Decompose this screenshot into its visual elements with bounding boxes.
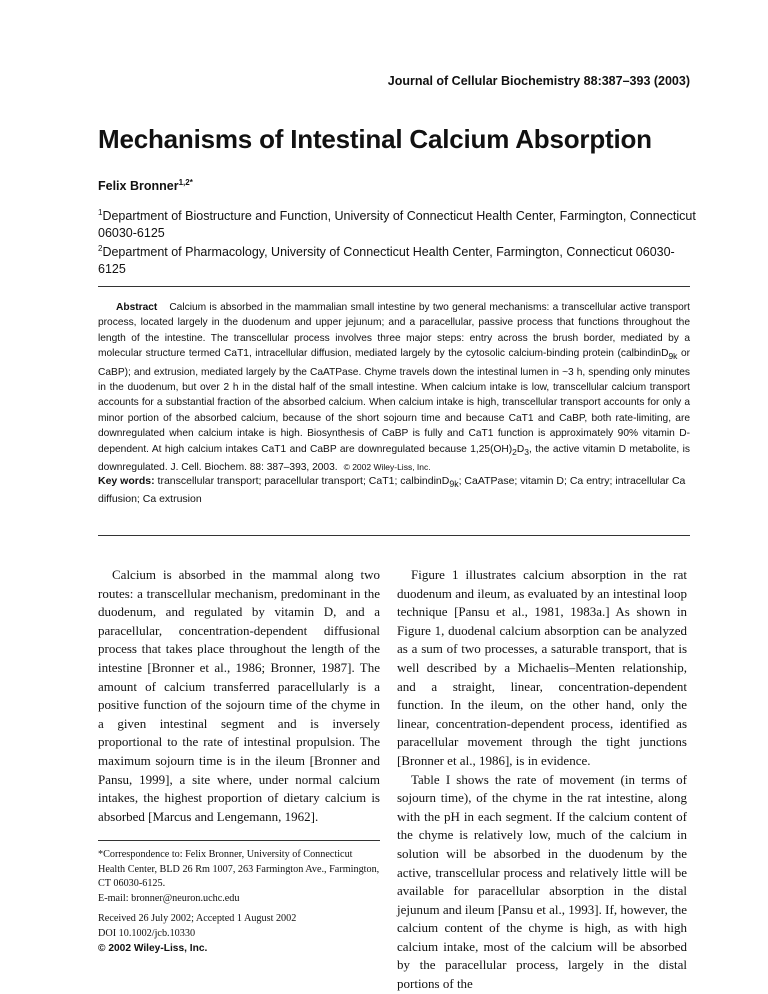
abstract-subscript: 2: [512, 446, 517, 457]
keywords: [98, 474, 690, 507]
affiliation-1: [98, 204, 698, 242]
author-name: Felix Bronner: [98, 179, 179, 194]
body-column-right: [397, 566, 687, 994]
affiliation-2: [98, 240, 698, 278]
received-note: Received 26 July 2002; Accepted 1 August 2002: [98, 913, 297, 925]
affiliation-text: Department of Pharmacology, University of Connecticut Health Center, Farmington, Connecticut 06030-6125: [98, 245, 675, 277]
email-note: E-mail: bronner@neuron.uchc.edu: [98, 892, 240, 904]
author-affiliation-marks: 1,2*: [178, 178, 193, 187]
abstract-subscript: 9k: [668, 351, 678, 362]
abstract-text: Calcium is absorbed in the mammalian small intestine by two general mechanisms: a transcellular active transport process, located largely in the duodenum and upper jejunum; and a paracellular, passive process that functions throughout the length of the intestine. The transcellular process involves three major steps: entry across the brush border, mediated by a molecular structure termed CaT1, intracellular diffusion, mediated largely by the cytosolic calcium-binding protein (calbindinD: [98, 302, 690, 360]
keywords-text: transcellular transport; paracellular transport; CaT1; calbindinD: [157, 475, 450, 487]
affiliation-text: Department of Biostructure and Function, University of Connecticut Health Center, Farmington, Connecticut 06030-6125: [98, 209, 696, 241]
body-column-left: [98, 566, 380, 826]
body-paragraph: Figure 1 illustrates calcium absorption in the rat duodenum and ileum, as evaluated by an intestinal loop technique [Pansu et al., 1981, 1983a.] As shown in Figure 1, duodenal calcium absorption can be analyzed as a sum of two processes, a saturable transport, that is well described by a Michaelis–Menten relationship, and a straight, linear, concentration-dependent function. In the ileum, on the other hand, only the linear, concentration-dependent process, identified as paracellular movement through the tight junctions [Bronner et al., 1986], is in evidence.: [397, 567, 687, 768]
body-paragraph: Table I shows the rate of movement (in terms of sojourn time), of the chyme in the rat intestine, along with the pH in each segment. If the calcium content of the chyme is relatively low, much of the calcium in solution will be absorbed in the duodenum by the active, transcellular process and relatively little will be available for paracellular absorption in the distal jejunum and ileum [Pansu et al., 1993]. If, however, the calcium content of the chyme is high, as with high calcium intake, most of the calcium will be absorbed by the paracellular process, largely in the distal portions of the: [397, 771, 687, 992]
keywords-label: Key words:: [98, 475, 155, 487]
affiliation-number: 2: [98, 244, 103, 253]
body-paragraph: Calcium is absorbed in the mammal along two routes: a transcellular mechanism, predominant in the duodenum, and regulated by vitamin D, and a paracellular, concentration-dependent diffusional process that takes place throughout the length of the intestine [Bronner et al., 1986; Bronner, 1987]. The amount of calcium transferred paracellularly is a positive function of the sojourn time of the chyme in a given intestinal segment and is inversely proportional to the rate of intestinal propulsion. The maximum sojourn time is in the ileum [Bronner and Pansu, 1999], a site where, under normal calcium intakes, the highest proportion of dietary calcium is absorbed [Marcus and Lengemann, 1962].: [98, 567, 380, 824]
abstract-subscript: 3: [524, 446, 529, 457]
keywords-subscript: 9k: [449, 479, 459, 490]
divider-top: [98, 286, 690, 287]
keywords-text: ; CaATPase; vitamin D; Ca entry; intracellular Ca diffusion; Ca extrusion: [98, 475, 686, 506]
divider-bottom: [98, 535, 690, 536]
author-line: [98, 178, 193, 193]
copyright-note: © 2002 Wiley-Liss, Inc.: [98, 942, 208, 954]
correspondence-note: *Correspondence to: Felix Bronner, University of Connecticut Health Center, BLD 26 Rm 1007, 263 Farmington Ave., Farmington, CT 06030-6125.: [98, 849, 380, 890]
doi-note: DOI 10.1002/jcb.10330: [98, 927, 196, 939]
article-title: Mechanisms of Intestinal Calcium Absorption: [98, 124, 652, 154]
abstract-text: , the active vitamin D metabolite, is downregulated. J. Cell. Biochem. 88: 387–393, 2003.: [98, 443, 690, 474]
affiliation-number: 1: [98, 208, 103, 217]
abstract-copyright: © 2002 Wiley-Liss, Inc.: [343, 462, 431, 473]
abstract: [98, 300, 690, 476]
abstract-label: Abstract: [116, 302, 158, 313]
journal-citation: Journal of Cellular Biochemistry 88:387–393 (2003): [387, 74, 690, 88]
abstract-text: D: [516, 443, 525, 455]
footnotes: [98, 840, 380, 956]
abstract-text: or CaBP); and extrusion, mediated largely by the CaATPase. Chyme travels down the intestinal lumen in ~3 h, spending only minutes in the duodenum, but over 2 h in the distal half of the small intestine. When calcium intake is low, transcellular calcium transport accounts for a substantial fraction of the absorbed calcium. When calcium intake is high, transcellular transport accounts for only a minor portion of the absorbed calcium, because of the short sojourn time and because CaT1 and CaBP, both rate-limiting, are downregulated when calcium intake is high. Biosynthesis of CaBP is fully and CaT1 function is approximately 90% vitamin D-dependent. At high calcium intakes CaT1 and CaBP are downregulated because 1,25(OH): [98, 348, 690, 455]
